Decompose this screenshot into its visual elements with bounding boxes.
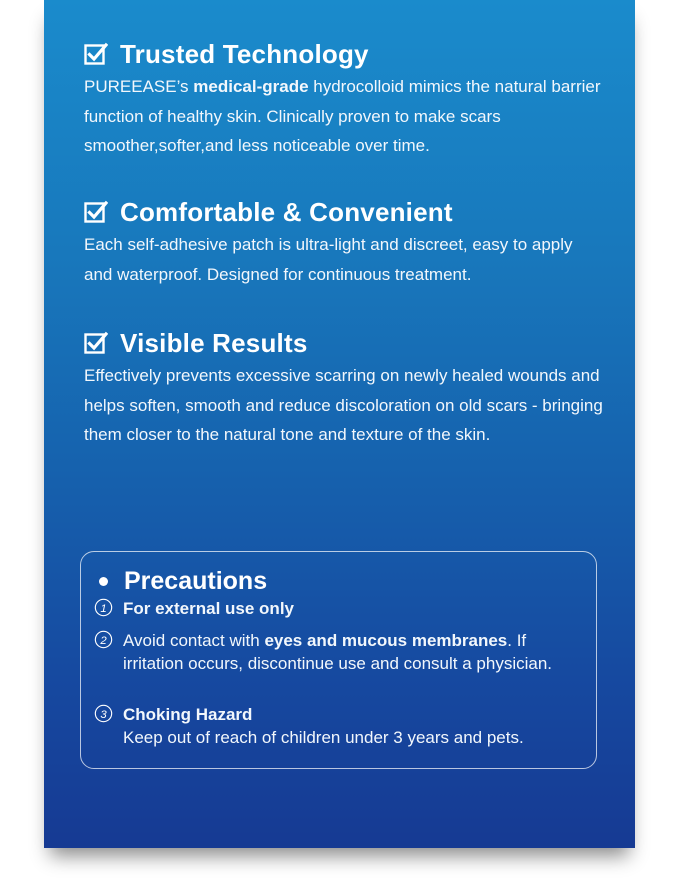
feature-description [84,72,604,161]
precautions-title: Precautions [124,566,268,595]
feature-title: Comfortable & Convenient [120,196,453,227]
precaution-item [94,704,584,749]
precaution-text [123,630,584,675]
precaution-number: 2 [100,634,107,647]
precaution-text-bold: eyes and mucous membranes [264,631,508,650]
feature-title: Visible Results [120,327,308,358]
precaution-item [94,630,584,675]
circled-number-three-icon [94,704,113,723]
feature-heading [84,194,604,230]
circled-number-one-icon [94,598,113,617]
precaution-title: Choking Hazard [123,705,253,724]
bullet-dot-icon [99,577,108,586]
feature-trusted-technology [84,36,604,161]
feature-description: Effectively prevents excessive scarring on newly healed wounds and helps soften, smooth and reduce discoloration on old scars - bringing them closer to the natural tone and texture of the skin. [84,366,603,444]
precaution-number: 1 [100,602,107,615]
feature-heading [84,325,604,361]
feature-description-bold: medical-grade [193,77,309,96]
precaution-detail: Keep out of reach of children under 3 years and pets. [123,727,524,747]
feature-description: Each self-adhesive patch is ultra-light and discreet, easy to apply and waterproof. Designed for continuous treatment. [84,235,573,284]
product-info-panel [44,0,635,848]
feature-description-start: PUREEASE’s [84,77,194,96]
precaution-text [123,704,524,749]
feature-visible-results [84,325,604,450]
precaution-text-start: Avoid contact with [123,631,265,650]
checkbox-checked-icon [84,331,108,355]
precaution-number: 3 [100,708,107,721]
feature-title: Trusted Technology [120,38,369,69]
circled-number-two-icon [94,630,113,649]
checkbox-checked-icon [84,42,108,66]
feature-comfortable-convenient [84,194,604,289]
precautions-box [80,551,597,769]
precaution-text [123,598,294,621]
feature-heading [84,36,604,72]
precaution-item [94,598,584,621]
precaution-text-end: . If irritation occurs, discontinue use and consult a physician. [123,631,553,673]
feature-description-end: hydrocolloid mimics the natural barrier function of healthy skin. Clinically proven to make scars smoother,softer,and less noticeable over time. [84,77,601,155]
precautions-heading [99,564,267,598]
checkbox-checked-icon [84,200,108,224]
precaution-title: For external use only [123,599,294,618]
